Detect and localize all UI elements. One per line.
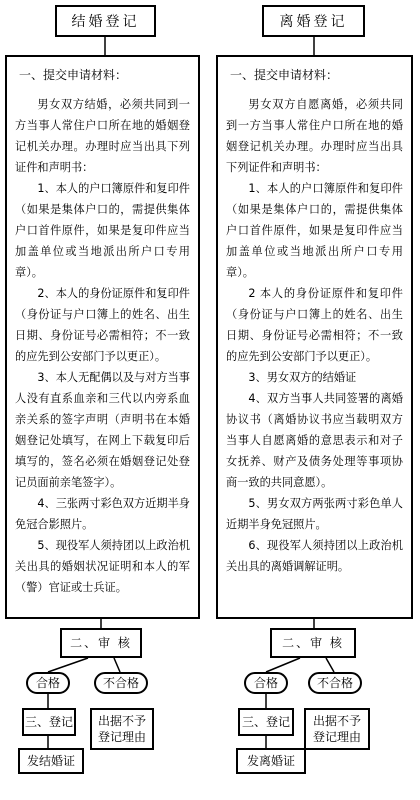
divorce-item-6: 6、现役军人须持团以上政治机关出具的离婚调解证明。 [226, 539, 403, 573]
divorce-pass: 合格 [244, 672, 288, 694]
marriage-item-4: 4、三张两寸彩色双方近期半身免冠合影照片。 [15, 497, 190, 531]
marriage-review: 二、审 核 [60, 628, 142, 658]
marriage-reject: 出据不予登记理由 [90, 708, 154, 750]
divorce-intro: 男女双方自愿离婚，必须共同到一方当事人常住户口所在地的婚姻登记机关办理。办理时应当出具下列证件和声明书： [226, 98, 403, 174]
marriage-pass: 合格 [26, 672, 70, 694]
divorce-issue: 发离婚证 [236, 748, 306, 774]
divorce-item-5: 5、男女双方两张两寸彩色单人近期半身免冠照片。 [226, 497, 403, 531]
divorce-materials-panel [216, 55, 413, 619]
marriage-register: 三、登记 [22, 708, 76, 736]
marriage-title: 结婚登记 [55, 5, 156, 37]
divorce-title: 离婚登记 [262, 5, 365, 37]
marriage-item-5: 5、现役军人须持团以上政治机关出具的婚姻状况证明和本人的军（警）官证或士兵证。 [15, 539, 190, 594]
divorce-section1-title: 一、提交申请材料： [230, 68, 339, 82]
marriage-section1-title: 一、提交申请材料： [19, 68, 128, 82]
divorce-item-3: 3、男女双方的结婚证 [248, 371, 357, 384]
divorce-item-4: 4、双方当事人共同签署的离婚协议书（离婚协议书应当载明双方当事人自愿离婚的意思表示和对子女抚养、财产及债务处理等事项协商一致的共同意愿）。 [226, 392, 403, 489]
marriage-item-2: 2、本人的身份证原件和复印件（身份证与户口簿上的姓名、出生日期、身份证号必需相符；不一致的应先到公安部门予以更正）。 [15, 287, 190, 363]
marriage-intro: 男女双方结婚，必须共同到一方当事人常住户口所在地的婚姻登记机关办理。办理时应当出具下列证件和声明书： [15, 98, 190, 174]
divorce-register: 三、登记 [238, 708, 294, 736]
marriage-issue: 发结婚证 [18, 748, 84, 774]
marriage-materials-panel [5, 55, 200, 619]
divorce-reject: 出据不予登记理由 [304, 708, 370, 750]
marriage-item-1: 1、本人的户口簿原件和复印件（如果是集体户口的，需提供集体户口首件原件，如果是复印件应当加盖单位或当地派出所户口专用章）。 [15, 182, 190, 279]
divorce-fail: 不合格 [308, 672, 362, 694]
marriage-fail: 不合格 [94, 672, 148, 694]
divorce-item-1: 1、本人的户口簿原件和复印件（如果是集体户口的，需提供集体户口首件原件，如果是复印件应当加盖单位或当地派出所户口专用章）。 [226, 182, 403, 279]
divorce-review: 二、审 核 [270, 628, 356, 658]
divorce-item-2: 2 本人的身份证原件和复印件（身份证与户口簿上的姓名、出生日期、身份证号必需相符；不一致的应先到公安部门予以更正）。 [226, 287, 403, 363]
marriage-item-3: 3、本人无配偶以及与对方当事人没有直系血亲和三代以内旁系血亲关系的签字声明（声明书在本婚姻登记处填写，在网上下载复印后填写的，签名必须在婚姻登记处登记员面前亲笔签字）。 [15, 371, 190, 489]
